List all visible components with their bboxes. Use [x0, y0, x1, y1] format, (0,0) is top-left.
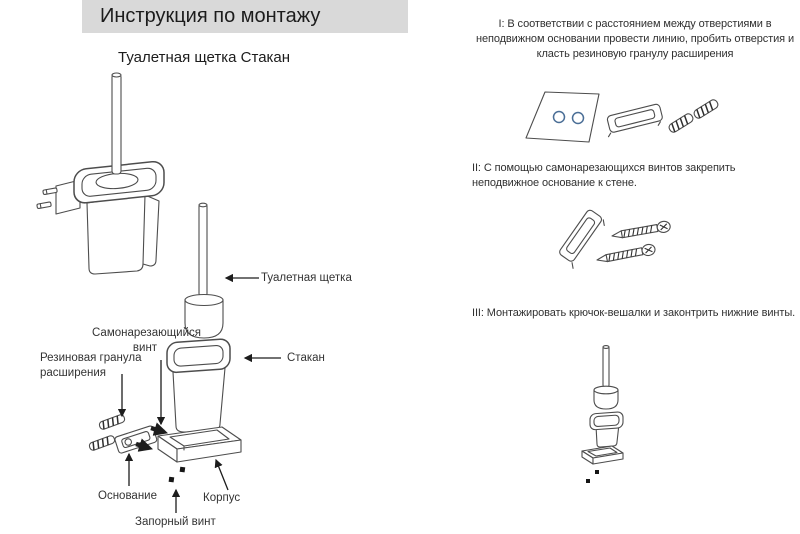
- lock-screw-icon: [180, 467, 186, 473]
- step-1-illustration: [495, 82, 770, 162]
- product-title: Туалетная щетка Стакан: [118, 49, 291, 66]
- mini-body-drawing: [582, 446, 623, 464]
- page-title: Инструкция по монтажу: [100, 5, 321, 27]
- label-toilet-brush: Туалетная щетка: [261, 272, 352, 284]
- brush-handle-cap: [112, 73, 121, 77]
- label-rubber-granule: Резиновая гранула расширения: [40, 352, 142, 379]
- label-body: Корпус: [203, 492, 241, 504]
- step-3-illustration: [560, 336, 680, 496]
- lock-screw-icon: [586, 479, 590, 483]
- rubber-dowel-icon: [88, 435, 115, 451]
- self-tapping-screw-icon: [611, 220, 671, 241]
- lock-screw-icon: [169, 477, 175, 483]
- step-2-illustration: [545, 203, 725, 293]
- drill-hole-icon: [573, 113, 584, 124]
- cup-front-drawing: [87, 195, 145, 274]
- mini-cup-drawing: [590, 412, 623, 447]
- lock-screw-icon: [595, 470, 599, 474]
- label-self-tapping-screw: Самонарезающийся винт: [92, 327, 201, 354]
- mounting-screw-stub-icon: [43, 188, 58, 195]
- step-2-text: II: С помощью самонарезающихся винтов закрепить неподвижное основание к стене.: [472, 162, 736, 189]
- wall-panel-drawing: [526, 92, 599, 142]
- step-3-text: III: Монтажировать крючок-вешалки и законтрить нижние винты.: [472, 307, 796, 319]
- rubber-dowel-icon: [98, 414, 125, 430]
- step-1-text: I: В соответствии с расстоянием между отверстиями в неподвижном основании провести линию, пробить отверстия и класть резиновую гранулу расширения: [475, 18, 795, 60]
- mounting-screw-stub-icon: [37, 202, 52, 209]
- label-base: Основание: [98, 490, 157, 502]
- label-lock-screw: Запорный винт: [135, 516, 216, 528]
- body-label-arrow-icon: [216, 460, 228, 490]
- fixed-base-drawing: [604, 103, 664, 137]
- rubber-dowel-icon: [693, 98, 720, 119]
- drill-hole-icon: [554, 112, 565, 123]
- brush-handle-drawing: [112, 74, 121, 174]
- label-cup: Стакан: [287, 352, 325, 364]
- self-tapping-screw-icon: [596, 243, 656, 265]
- exploded-body-drawing: [158, 427, 241, 462]
- mini-brush-drawing: [594, 346, 618, 409]
- exploded-brush-drawing: [185, 203, 223, 338]
- rubber-dowel-icon: [668, 112, 695, 133]
- assembled-product-drawing: [37, 73, 164, 274]
